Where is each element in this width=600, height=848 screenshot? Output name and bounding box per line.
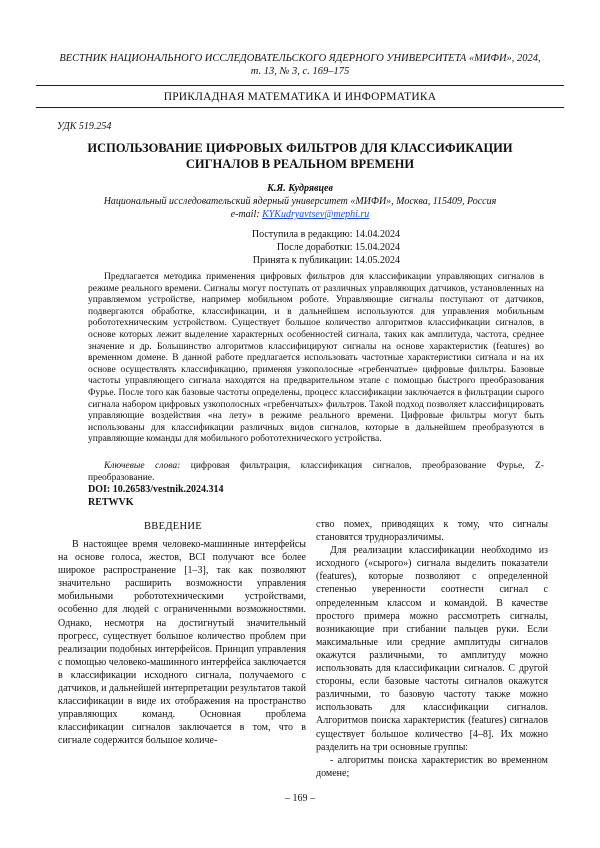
author-name: К.Я. Кудрявцев — [267, 183, 333, 194]
journal-volume-line: т. 13, № 3, с. 169–175 — [250, 66, 350, 77]
article-title-line: СИГНАЛОВ В РЕАЛЬНОМ ВРЕМЕНИ — [185, 157, 415, 171]
keywords-label: Ключевые слова: — [104, 461, 181, 471]
email-label: e-mail: — [230, 209, 263, 220]
affiliation-block — [40, 195, 560, 221]
keywords — [88, 461, 544, 484]
retwvk-code: RETWVK — [88, 496, 134, 508]
journal-title-line: ВЕСТНИК НАЦИОНАЛЬНОГО ИССЛЕДОВАТЕЛЬСКОГО ЯДЕРНОГО УНИВЕРСИТЕТА «МИФИ», 2024, — [59, 53, 541, 64]
doi[interactable]: DOI: 10.26583/vestnik.2024.314 — [88, 484, 224, 495]
left-column-text: В настоящее время человеко-машинные интерфейсы на основе голоса, жестов, BCI получают все более широкое распространение [1–3], так как позволяют значительно расширить возможности управления мобильными робототехническими устройствами, особенно для людей с ограниченными возможностями. Однако, несмотря на достигнутый значительный прогресс, существует большое количество проблем при реализации подобных интерфейсов. Принцип управления с помощью человеко-машинного интерфейса заключается в классификации исходного сигнала, получаемого с датчиков, и дальнейшей интерпретации результатов такой классификации в виде их отображения на пространство управляющих команд. Основная проблема классификации сигналов заключается в том, что в сигнале содержится большое количе- — [58, 539, 306, 747]
affiliation: Национальный исследовательский ядерный университет «МИФИ», Москва, 115409, Россия — [103, 196, 497, 207]
date-revised: После доработки: 15.04.2024 — [276, 242, 400, 253]
doi-block — [88, 484, 224, 509]
list-item: - алгоритмы поиска характеристик во временном домене; — [316, 754, 548, 779]
right-column — [316, 518, 548, 780]
keywords-text: цифровая фильтрация, классификация сигналов, преобразование Фурье, Z-преобразование. — [88, 461, 544, 483]
section-title: ПРИКЛАДНАЯ МАТЕМАТИКА И ИНФОРМАТИКА — [163, 91, 437, 103]
right-column-continuation: ство помех, приводящих к тому, что сигналы становятся трудноразличимы. — [316, 519, 548, 544]
article-title — [60, 140, 540, 172]
udk-code: УДК 519.254 — [57, 121, 112, 132]
date-accepted: Принята к публикации: 14.05.2024 — [252, 255, 400, 266]
header-rule-top — [36, 85, 564, 86]
publication-dates — [200, 228, 400, 267]
header-rule-bottom — [36, 107, 564, 108]
journal-header — [40, 52, 560, 78]
page-number: – 169 – — [285, 793, 315, 804]
right-column-paragraph: Для реализации классификации необходимо из исходного («сырого») сигнала выделить показатели (features), которые позволяют с определенной степенью уверенности соотнести сигнал с определенным классом и командой. В качестве простого примера можно рассмотреть сигналы, возникающие при сгибании пальцев руки. Если максимальные или средние амплитуды сигналов окажутся различными, то амплитуду можно использовать для классификации сигналов. С другой стороны, если базовые частоты сигналов окажутся различными, то базовую частоту также можно использовать для классификации сигналов. Алгоритмов поиска характеристик (features) сигналов существует большое количество [4–8]. Их можно разделить на три основные группы: — [316, 545, 548, 753]
email-line — [40, 208, 560, 221]
date-received: Поступила в редакцию: 14.04.2024 — [251, 229, 400, 240]
introduction-heading: ВВЕДЕНИЕ — [144, 521, 202, 532]
email-link[interactable]: KYKudryavtsev@mephi.ru — [262, 209, 370, 220]
article-title-line: ИСПОЛЬЗОВАНИЕ ЦИФРОВЫХ ФИЛЬТРОВ ДЛЯ КЛАССИФИКАЦИИ — [87, 141, 513, 155]
abstract: Предлагается методика применения цифровых фильтров для классификации управляющих сигналов в режиме реального времени. Сигналы могут поступать от различных управляющих датчиков, установленных на управляемом устройстве, например мобильном роботе. Управляющие сигналы поступают от датчиков, подвергаются обработке, классификации, и в дальнейшем используются для управления мобильным робототехническим устройством. Существует большое количество алгоритмов классификации сигналов, в основе которых лежит выделение характерных особенностей сигнала, таких как амплитуда, частота, среднее значение и др. Большинство алгоритмов классифицируют сигналы на основе характеристик (features) во временном домене. В данной работе предлагается использовать частотные характеристики сигнала и на их основе осуществлять классификацию, применяя узкополосные «гребенчатые» цифровые фильтры. Базовые частоты управляющего сигнала находятся на предварительном этапе с помощью быстрого преобразования Фурье. После того как базовые частоты определены, процесс классификации заключается в фильтрации сырого сигнала набором цифровых узкополосных «гребенчатых» фильтров. Такой подход позволяет классифицировать управляющие воздействия «на лету» в режиме реального времени. Цифровые фильтры могут быть использованы для классификации различных видов сигналов, которые в дальнейшем преобразуются в управляющие команды для мобильного робототехнического устройства. — [88, 272, 544, 445]
